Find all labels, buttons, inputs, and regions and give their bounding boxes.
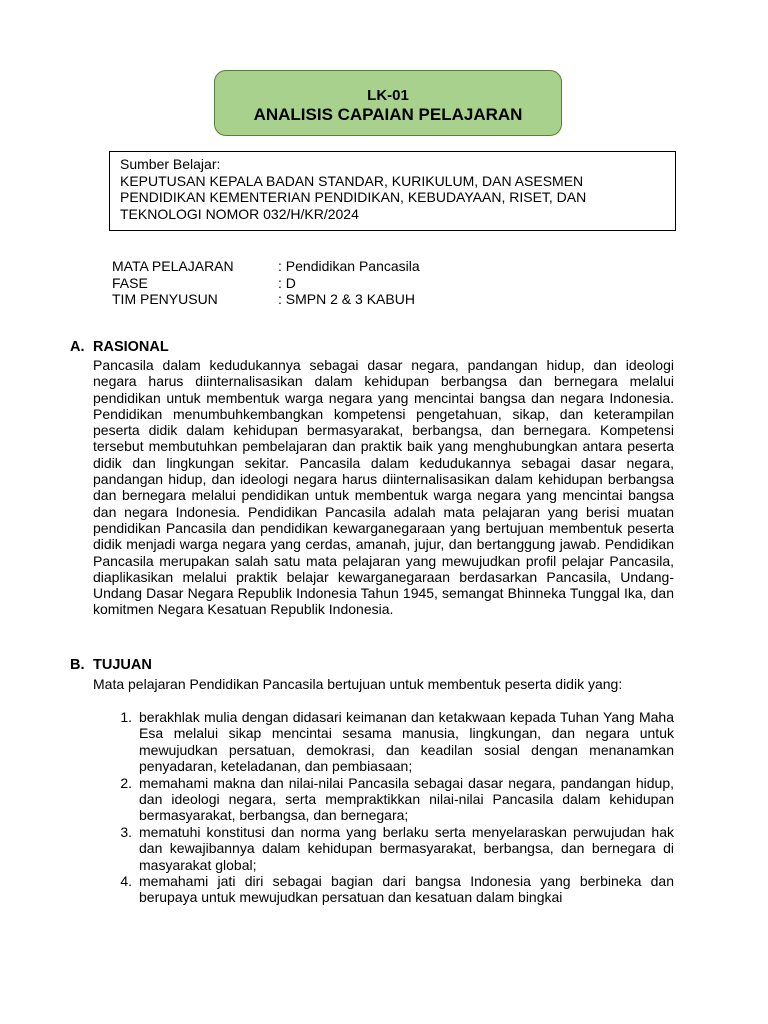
source-box [109,151,676,231]
source-line-1: KEPUTUSAN KEPALA BADAN STANDAR, KURIKULUM, DAN ASESMEN [120,172,584,189]
section-b-heading [70,657,152,674]
section-letter: B. [70,657,85,673]
worksheet-title-box [214,70,562,136]
goals-list [93,709,674,906]
list-text: memahami makna dan nilai-nilai Pancasila sebagai dasar negara, pandangan hidup, dan ideologi negara, serta mempraktikkan nilai-nilai Pancasila dalam kehidupan bermasyarakat, berbangsa, dan bernegara; [139,774,674,824]
source-line-3: TEKNOLOGI NOMOR 032/H/KR/2024 [120,205,359,222]
section-a-heading [70,339,169,356]
section-title: TUJUAN [93,657,152,673]
meta-row-phase [112,275,420,292]
worksheet-code: LK-01 [367,87,409,104]
list-number: 3. [120,823,132,840]
meta-value: : D [278,274,296,291]
meta-info [112,258,420,308]
section-title: RASIONAL [93,339,169,355]
list-item [93,709,674,775]
meta-key: TIM PENYUSUN [112,291,218,307]
section-letter: A. [70,339,85,355]
list-text: memahami jati diri sebagai bagian dari bangsa Indonesia yang berbineka dan berupaya untuk mewujudkan persatuan dan kesatuan dalam bingkai [139,873,674,906]
meta-row-team [112,291,420,308]
source-line-2: PENDIDIKAN KEMENTERIAN PENDIDIKAN, KEBUDAYAAN, RISET, DAN [120,189,587,205]
meta-key: MATA PELAJARAN [112,258,234,274]
meta-value: : SMPN 2 & 3 KABUH [278,291,415,307]
section-b-intro: Mata pelajaran Pendidikan Pancasila bertujuan untuk membentuk peserta didik yang: [93,676,623,692]
list-item [93,775,674,824]
source-label: Sumber Belajar: [120,156,221,172]
list-text: berakhlak mulia dengan didasari keimanan dan ketakwaan kepada Tuhan Yang Maha Esa melalui sikap mencintai sesama manusia, lingkungan, dan negara untuk mewujudkan persatuan, demokrasi, dan keadilan sosial dengan menanamkan penyadaran, keteladanan, dan pembiasaan; [139,709,674,775]
worksheet-title: ANALISIS CAPAIAN PELAJARAN [253,105,523,124]
list-number: 4. [120,873,132,890]
meta-key: FASE [112,274,148,291]
list-number: 2. [120,774,132,791]
section-a-paragraph: Pancasila dalam kedudukannya sebagai dasar negara, pandangan hidup, dan ideologi negara harus diinternalisasikan dalam kehidupan berbangsa dan bernegara melalui pendidikan untuk membentuk warga negara yang mencintai bangsa dan negara Indonesia. Pendidikan menumbuhkembangkan kompetensi pengetahuan, sikap, dan keterampilan peserta didik dalam kehidupan bermasyarakat, berbangsa, dan bernegara. Kompetensi tersebut membutuhkan pembelajaran dan praktik baik yang menghubungkan antara peserta didik dan lingkungan sekitar. Pancasila dalam kedudukannya sebagai dasar negara, pandangan hidup, dan ideologi negara harus diinternalisasikan dalam kehidupan berbangsa dan bernegara melalui pendidikan untuk membentuk warga negara yang mencintai bangsa dan negara Indonesia. Pendidikan Pancasila adalah mata pelajaran yang berisi muatan pendidikan Pancasila dan pendidikan kewarganegaraan yang bertujuan membentuk peserta didik menjadi warga negara yang cerdas, amanah, jujur, dan bertanggung jawab. Pendidikan Pancasila merupakan salah satu mata pelajaran yang mewujudkan profil pelajar Pancasila, diaplikasikan melalui praktik belajar kewarganegaraan berdasarkan Pancasila, Undang-Undang Dasar Negara Republik Indonesia Tahun 1945, semangat Bhinneka Tunggal Ika, dan komitmen Negara Kesatuan Republik Indonesia. [93,357,674,618]
meta-row-subject [112,258,420,275]
list-item [93,873,674,906]
list-text: mematuhi konstitusi dan norma yang berlaku serta menyelaraskan perwujudan hak dan kewajibannya dalam kehidupan bermasyarakat, berbangsa, dan bernegara di masyarakat global; [139,823,674,873]
list-item [93,824,674,873]
list-number: 1. [120,709,132,725]
meta-value: : Pendidikan Pancasila [278,258,420,274]
